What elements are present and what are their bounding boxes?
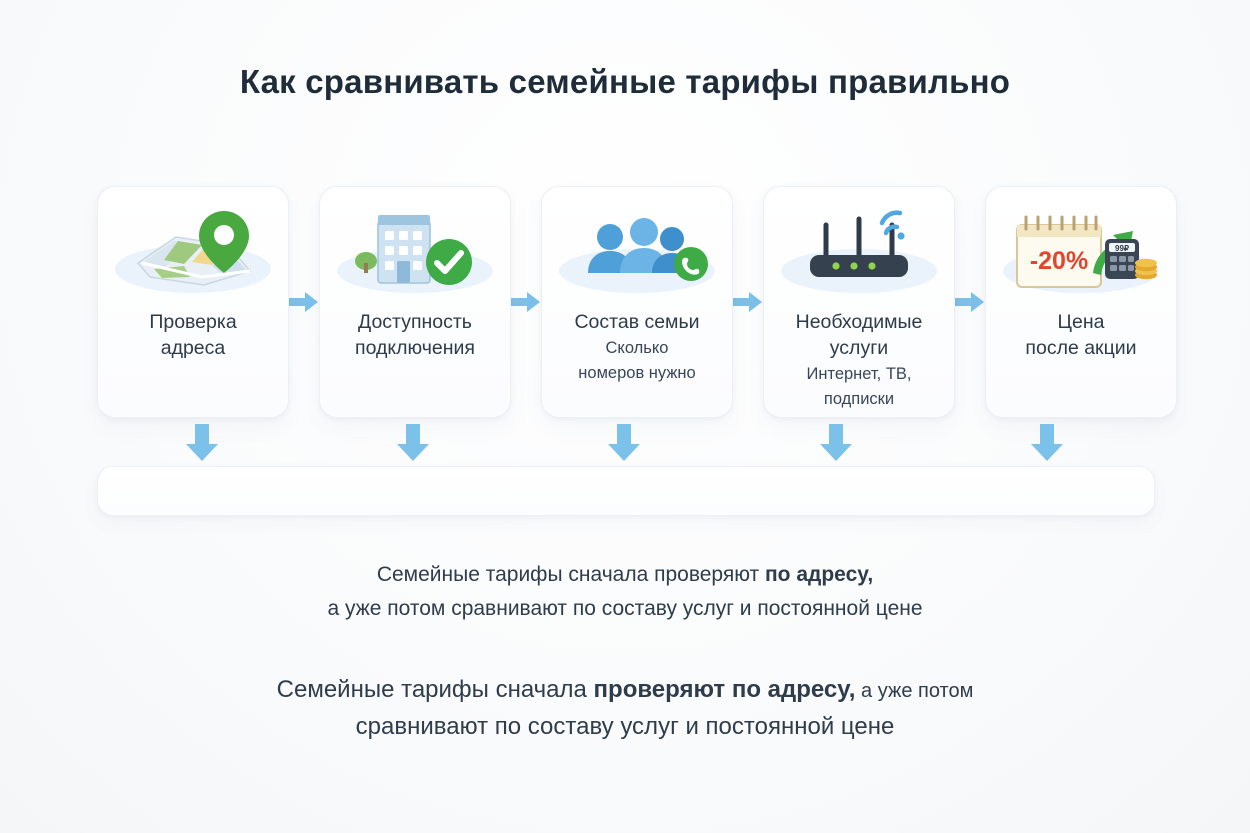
step-card-text	[98, 309, 288, 361]
step-title-line2: услуги	[829, 337, 889, 359]
step-title-line1: Необходимые	[795, 311, 923, 333]
caption-secondary-line1-strong: проверяют по адресу,	[593, 676, 856, 703]
discount-label: -20%	[1029, 247, 1089, 275]
arrow-down-icon-2	[395, 424, 431, 462]
caption-secondary-line2: сравнивают по составу услуг и постоянной цене	[355, 713, 895, 740]
step-sub-line2: номеров нужно	[578, 364, 696, 382]
caption-primary-line2: а уже потом сравнивают по составу услуг и постоянной цене	[327, 597, 923, 620]
step-card-required-services[interactable]	[763, 186, 955, 418]
caption-primary-line1-strong: по адресу,	[764, 563, 874, 586]
family-group-icon	[549, 205, 725, 301]
router-wifi-icon	[771, 205, 947, 301]
step-card-address-check[interactable]	[97, 186, 289, 418]
step-title-line1: Состав семьи	[574, 311, 700, 333]
arrow-down-icon-5	[1029, 424, 1065, 462]
step-title-line1: Проверка	[149, 311, 237, 333]
caption-secondary	[0, 672, 1250, 745]
caption-primary	[0, 558, 1250, 626]
step-card-text	[986, 309, 1176, 361]
arrow-down-icon-4	[818, 424, 854, 462]
calendar-discount-icon	[993, 205, 1169, 301]
step-sub-line1: Интернет, ТВ,	[806, 365, 912, 383]
step-card-family-composition[interactable]	[541, 186, 733, 418]
caption-secondary-line1-tail: а уже потом	[855, 680, 974, 702]
page-title	[0, 62, 1250, 102]
step-card-price-after-promo[interactable]	[985, 186, 1177, 418]
caption-primary-line1	[0, 558, 1250, 592]
arrow-down-icon-3	[606, 424, 642, 462]
price-label: 99₽	[1115, 244, 1129, 253]
step-title-line2: адреса	[160, 337, 226, 359]
arrow-down-icon-1	[184, 424, 220, 462]
step-card-text	[320, 309, 510, 361]
arrow-right-icon-1	[289, 186, 319, 418]
step-title-line1: Доступность	[358, 311, 472, 333]
step-title-line2: после акции	[1025, 337, 1137, 359]
caption-secondary-line1	[0, 672, 1250, 709]
arrow-right-icon-3	[733, 186, 763, 418]
arrow-right-icon-4	[955, 186, 985, 418]
arrow-right-icon-2	[511, 186, 541, 418]
page-title-part2: семейные тарифы правильно	[508, 63, 1011, 100]
caption-primary-line1-plain: Семейные тарифы сначала проверяют	[376, 563, 765, 586]
summary-panel	[97, 466, 1155, 516]
caption-secondary-line1-plain: Семейные тарифы сначала	[276, 676, 594, 703]
step-sub-line2: подписки	[823, 390, 895, 408]
step-card-text	[764, 309, 954, 411]
building-check-icon	[327, 205, 503, 301]
down-arrows-row	[97, 424, 1155, 462]
step-title-line1: Цена	[1057, 311, 1105, 333]
page-title-part1: Как сравнивать	[239, 63, 509, 100]
steps-row	[97, 186, 1155, 418]
map-pin-icon	[105, 205, 281, 301]
step-title-line2: подключения	[355, 337, 475, 359]
step-card-availability[interactable]	[319, 186, 511, 418]
step-sub-line1: Сколько	[605, 339, 669, 357]
step-card-text	[542, 309, 732, 385]
